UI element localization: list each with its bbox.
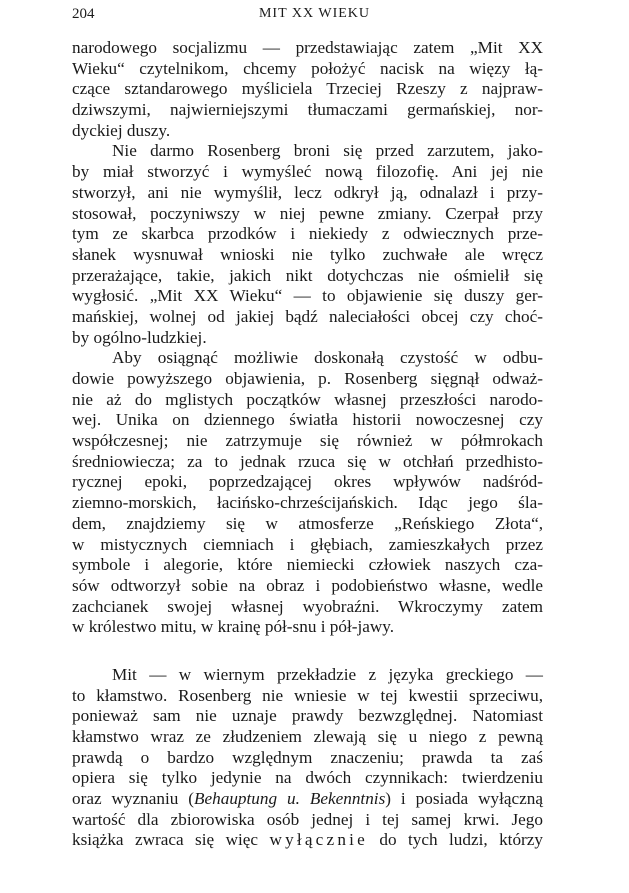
text-line: ponieważ sam nie uznaje prawdy bezwzględnej. Natomiast [72,706,543,726]
text-line: prawdą o bardzo względnym znaczeniu; prawda ta zaś [72,747,543,767]
page-number: 204 [72,6,95,22]
text-line: stworzył, ani nie wymyślił, lecz odkrył ją, odnalazł i przy- [72,182,543,202]
text-line: kłamstwo wraz ze złudzeniem zlewają się u niego z pewną [72,727,543,746]
text-line: słanek wysnuwał wnioski nie tylko zuchwałe ale wręcz [72,244,543,264]
body-text [72,38,543,851]
paragraph [72,38,543,141]
paragraph [72,348,543,638]
text-line: przerażające, takie, jakich nikt dotychczas nie ośmielił się [72,265,543,285]
text-line [72,789,543,810]
text-line: Wieku“ czytelnikom, chcemy położyć nacisk na więzy łą- [72,58,543,78]
italic-text: Behauptung u. Bekenntnis [194,789,386,809]
text-line: nie aż do mglistych początków własnej przeszłości narodo- [72,389,543,409]
text-line: opiera się tylko jedynie na dwóch czynnikach: twierdzeniu [72,768,543,788]
text-line: by ogólno-ludzkiej. [72,327,207,347]
text-line: dem, znajdziemy się w atmosferze „Reńskiego Złota“, [72,513,543,533]
text-line: czące sztandarowego myśliciela Trzeciej Rzeszy z najpraw- [72,79,543,99]
text-line: Aby osiągnąć możliwie doskonałą czystość w odbu- [112,348,543,368]
text-segment: ) i posiada wyłączną [385,789,543,809]
text-line: rycznej epoki, poprzedzającej okres wpływów nadśród- [72,472,543,492]
paragraph [72,141,543,348]
text-line: Nie darmo Rosenberg broni się przed zarzutem, jako- [112,141,543,161]
text-line: sów odtworzył sobie na obraz i podobieństwo własne, wedle [72,575,543,595]
text-line [72,830,543,851]
text-line: stosował, poczyniwszy w niej pewne zmiany. Czerpał przy [72,203,543,223]
text-line: wej. Unika on dziennego światła historii nowoczesnej czy [72,410,543,430]
text-line: współczesnej; nie zatrzymuje się również w półmrokach [72,431,543,451]
text-line: w królestwo mitu, w krainę pół-snu i pół-jawy. [72,617,395,637]
text-line: tym ze skarbca przodków i niekiedy z odwiecznych prze- [72,224,543,244]
text-line: w mistycznych ciemniach i głębiach, zamieszkałych przez [72,534,543,554]
text-segment: oraz wyznaniu ( [72,789,195,809]
running-head: MIT XX WIEKU [258,6,371,21]
text-line: wygłosić. „Mit XX Wieku“ — to objawienie się duszy ger- [72,286,543,306]
text-line: Mit — w wiernym przekładzie z języka greckiego — [112,664,543,684]
text-line: narodowego socjalizmu — przedstawiając zatem „Mit XX [72,38,543,57]
text-line: dyckiej duszy. [72,120,171,140]
text-line: dziwszymi, najwierniejszymi tłumaczami germańskiej, nor- [72,100,543,120]
text-line: ziemno-morskich, łacińsko-chrześcijańskich. Idąc jego śla- [72,493,543,513]
text-line: symbole i alegorie, które niemiecki człowiek naszych cza- [72,555,543,575]
text-line: średniowiecza; za to jednak rzuca się w otchłań przedhisto- [72,451,543,471]
text-segment: do tych ludzi, którzy [367,830,543,850]
text-line: by miał stworzyć i wymyśleć nową filozofię. Ani jej nie [72,162,543,182]
paragraph [72,665,543,851]
spaced-emphasis-text: wyłącznie [269,830,368,850]
text-line: dowie powyższego objawienia, p. Rosenberg sięgnął odważ- [72,369,543,388]
text-line: zachcianek swojej własnej wyobraźni. Wkroczymy zatem [72,596,543,616]
text-line: mańskiej, wolnej od jakiej bądź naleciałości obcej czy choć- [72,306,543,326]
text-segment: książka zwraca się więc [72,830,270,850]
text-line: wartość dla zbiorowiska osób jednej i tej samej krwi. Jego [72,809,543,829]
text-line: to kłamstwo. Rosenberg nie wniesie w tej kwestii sprzeciwu, [72,685,543,705]
